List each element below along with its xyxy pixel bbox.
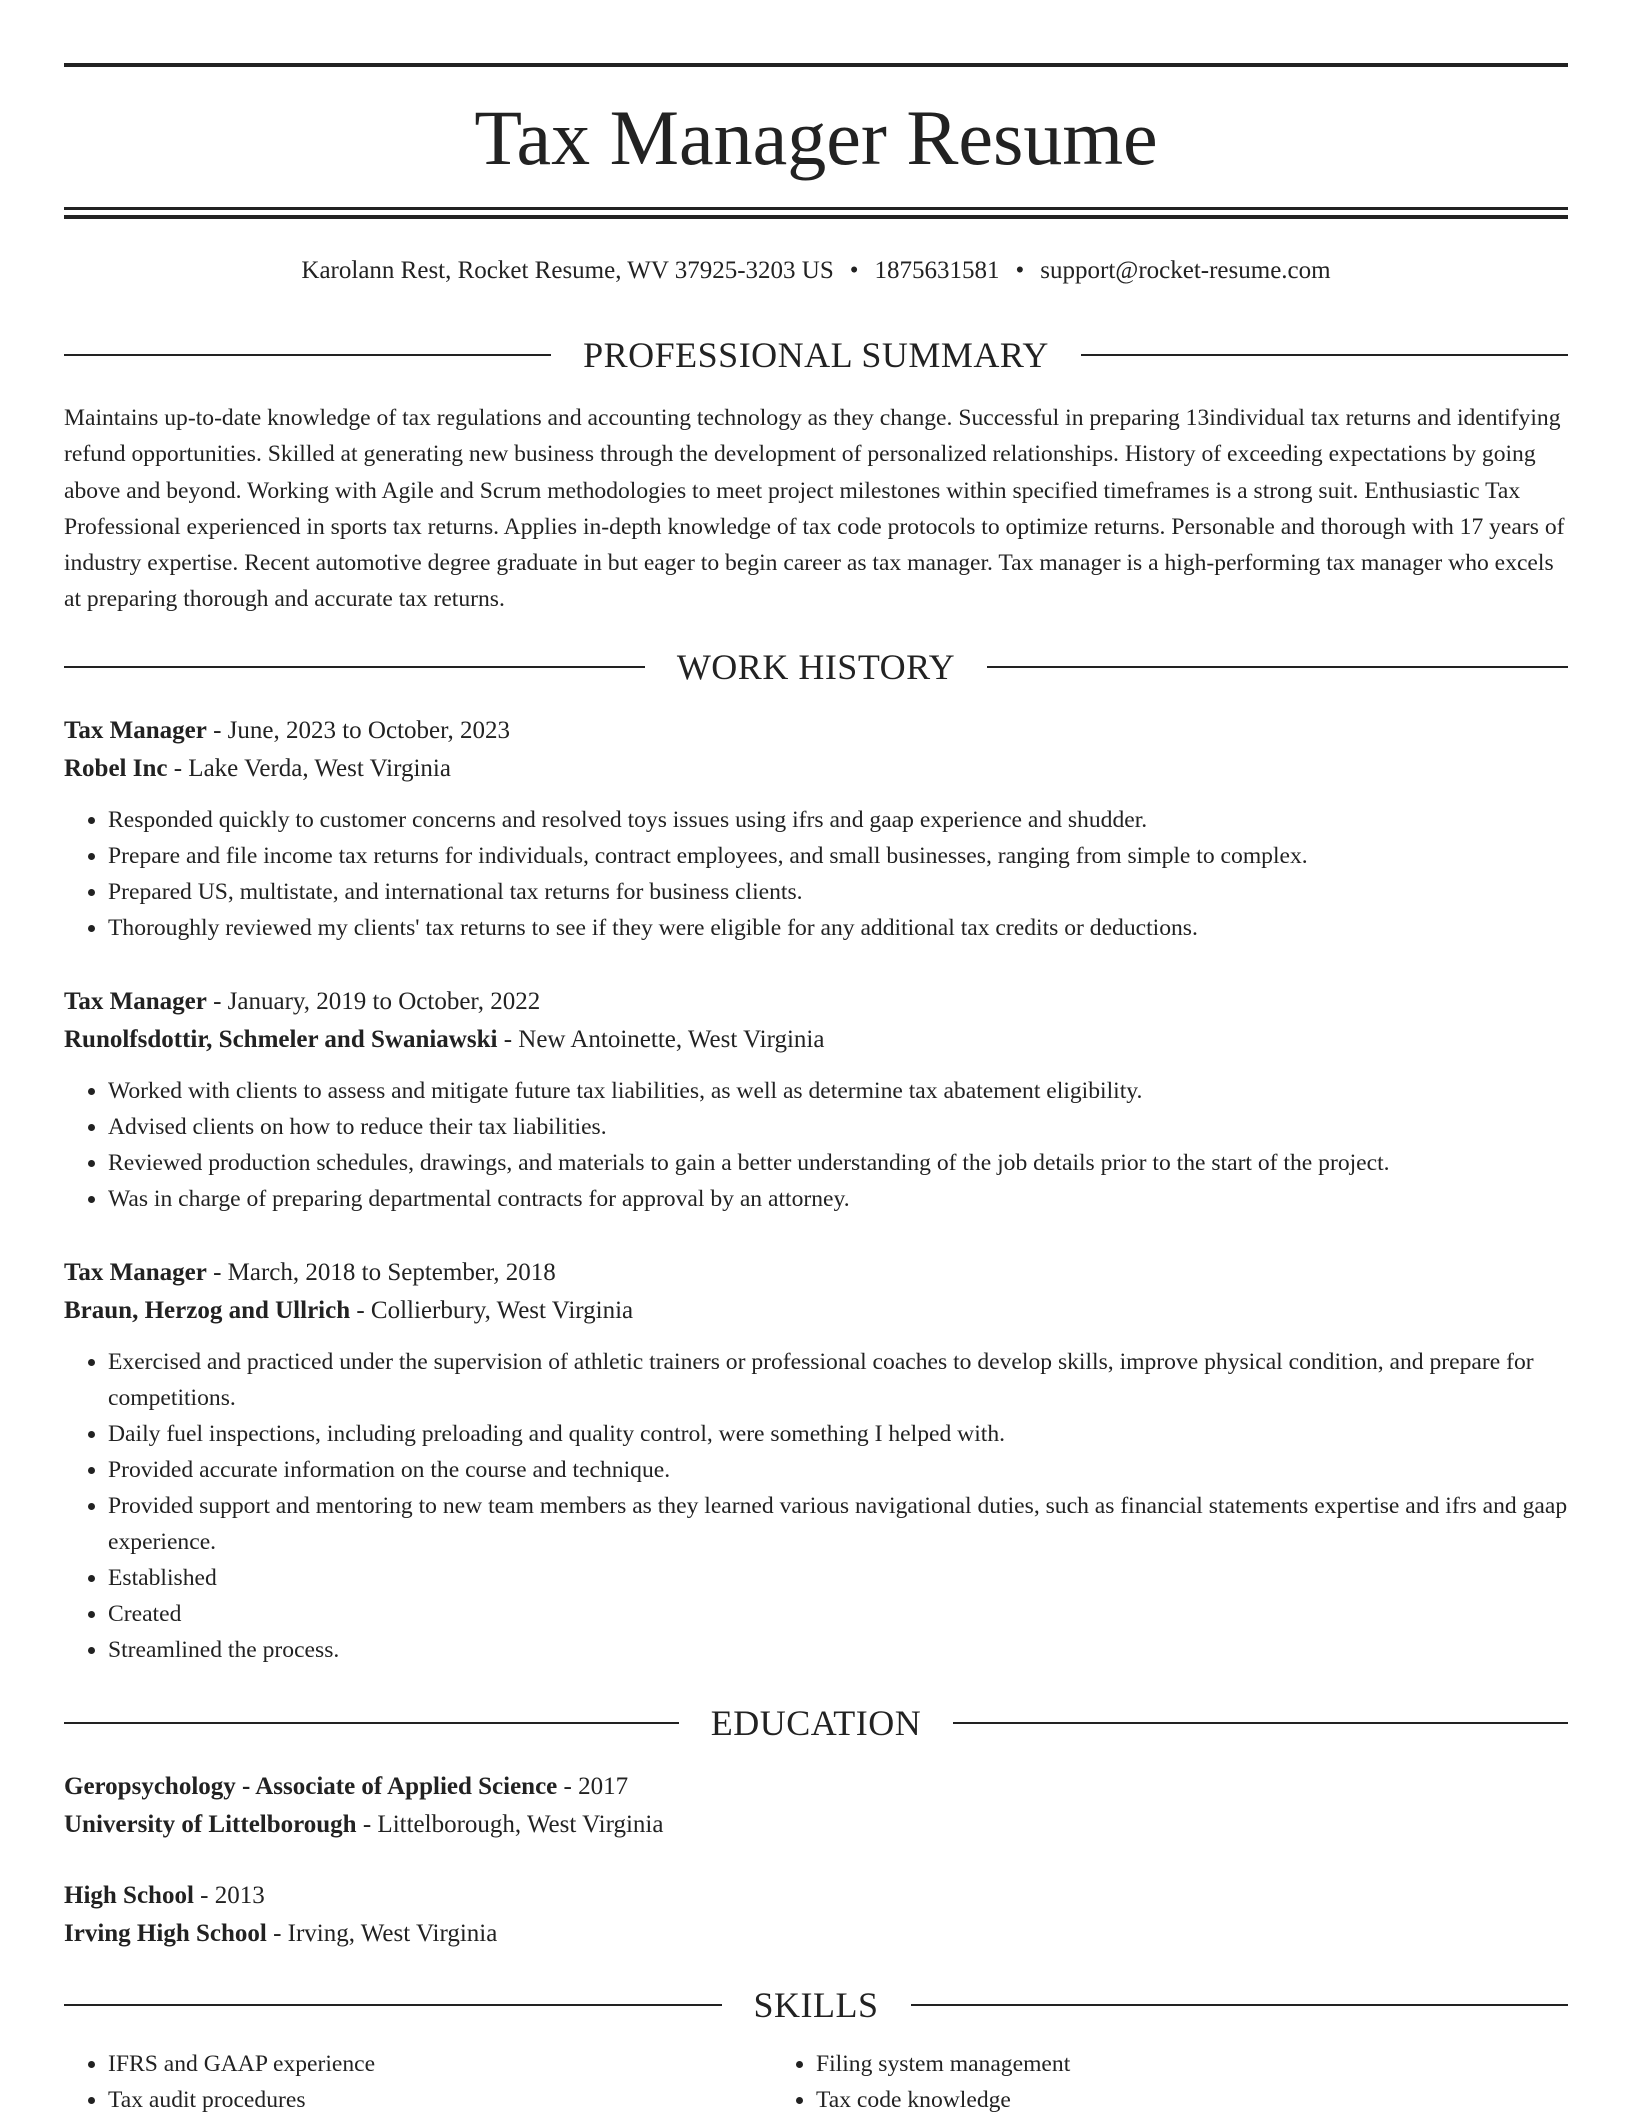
job-dates: - March, 2018 to September, 2018 (206, 1259, 556, 1286)
job-bullet: • Prepared US, multistate, and international tax returns for business clients. (108, 874, 1568, 910)
job-entry (64, 712, 1568, 946)
job-bullet: • Created (108, 1596, 1568, 1632)
job-company-line (64, 750, 1568, 788)
education-school-line (64, 1915, 1568, 1953)
heading-rule (64, 666, 645, 668)
skill-item: • IFRS and GAAP experience (108, 2046, 772, 2082)
education-location: - Littelborough, West Virginia (356, 1811, 664, 1838)
heading-rule (911, 2004, 1569, 2006)
contact-separator: • (849, 257, 859, 284)
job-company-line (64, 1292, 1568, 1330)
section-heading-summary (64, 335, 1568, 375)
job-bullet: • Advised clients on how to reduce their tax liabilities. (108, 1109, 1568, 1145)
section-heading-skills (64, 1985, 1568, 2025)
education-year: - 2017 (557, 1773, 629, 1800)
job-title: Tax Manager (64, 988, 207, 1015)
education-school-line (64, 1806, 1568, 1844)
education-year: - 2013 (193, 1882, 265, 1909)
skills-columns (64, 2046, 1568, 2118)
top-rule (64, 63, 1568, 67)
section-title: PROFESSIONAL SUMMARY (583, 335, 1049, 375)
heading-rule (64, 354, 551, 356)
job-title-line (64, 983, 1568, 1021)
job-bullet: • Thoroughly reviewed my clients' tax returns to see if they were eligible for any additional tax credits or deductions. (108, 910, 1568, 946)
heading-rule (953, 1722, 1568, 1724)
job-bullet: • Reviewed production schedules, drawings, and materials to gain a better understanding of the job details prior to the start of the project. (108, 1145, 1568, 1181)
job-title: Tax Manager (64, 717, 207, 744)
skills-left-column (64, 2046, 772, 2118)
job-entry (64, 983, 1568, 1217)
job-bullet: • Exercised and practiced under the supervision of athletic trainers or professional coaches to develop skills, improve physical condition, and prepare for competitions. (108, 1344, 1568, 1416)
contact-line (64, 254, 1568, 288)
skill-item: • Tax audit procedures (108, 2082, 772, 2118)
education-degree-line (64, 1768, 1568, 1806)
job-dates: - June, 2023 to October, 2023 (206, 717, 510, 744)
summary-text: Maintains up-to-date knowledge of tax regulations and accounting technology as they change. Successful in preparing 13individual tax returns and identifying refund opportunities. Skilled at generating new business through the development of personalized relationships. History of exceeding expectations by going above and beyond. Working with Agile and Scrum methodologies to meet project milestones within specified timeframes is a strong suit. Enthusiastic Tax Professional experienced in sports tax returns. Applies in-depth knowledge of tax code protocols to optimize returns. Personable and thorough with 17 years of industry expertise. Recent automotive degree graduate in but eager to begin career as tax manager. Tax manager is a high-performing tax manager who excels at preparing thorough and accurate tax returns. (64, 405, 1565, 613)
job-company: Robel Inc (64, 755, 168, 782)
job-bullet: • Streamlined the process. (108, 1632, 1568, 1668)
job-bullet: • Established (108, 1560, 1568, 1596)
job-dates: - January, 2019 to October, 2022 (206, 988, 541, 1015)
section-title: EDUCATION (710, 1703, 922, 1743)
job-bullets (64, 1073, 1568, 1217)
contact-phone: 1875631581 (874, 257, 1000, 284)
section-title: SKILLS (753, 1985, 879, 2025)
heading-rule (64, 1722, 679, 1724)
education-degree: High School (64, 1882, 194, 1909)
skills-right-column (772, 2046, 1480, 2118)
job-bullet: • Provided support and mentoring to new team members as they learned various navigational duties, such as financial statements expertise and ifrs and gaap experience. (108, 1488, 1568, 1560)
job-company-line (64, 1021, 1568, 1059)
job-title-line (64, 1254, 1568, 1292)
heading-rule (1081, 354, 1568, 356)
section-heading-work-history (64, 647, 1568, 687)
education-location: - Irving, West Virginia (266, 1920, 498, 1947)
contact-email: support@rocket-resume.com (1040, 257, 1331, 284)
education-school: Irving High School (64, 1920, 267, 1947)
job-company: Runolfsdottir, Schmeler and Swaniawski (64, 1026, 498, 1053)
education-degree: Geropsychology - Associate of Applied Science (64, 1773, 558, 1800)
job-location: - Lake Verda, West Virginia (167, 755, 451, 782)
heading-rule (987, 666, 1568, 668)
job-company: Braun, Herzog and Ullrich (64, 1297, 351, 1324)
job-title: Tax Manager (64, 1259, 207, 1286)
title-rule-upper (64, 207, 1568, 210)
education-entry (64, 1768, 1568, 1844)
contact-separator: • (1015, 257, 1025, 284)
job-bullet: • Was in charge of preparing departmental contracts for approval by an attorney. (108, 1181, 1568, 1217)
section-heading-education (64, 1703, 1568, 1743)
education-entry (64, 1877, 1568, 1953)
title-rule-lower (64, 215, 1568, 219)
job-bullets (64, 1344, 1568, 1668)
job-location: - New Antoinette, West Virginia (497, 1026, 825, 1053)
contact-address: Karolann Rest, Rocket Resume, WV 37925-3203 US (301, 257, 834, 284)
education-degree-line (64, 1877, 1568, 1915)
job-entry (64, 1254, 1568, 1668)
job-bullet: • Worked with clients to assess and mitigate future tax liabilities, as well as determine tax abatement eligibility. (108, 1073, 1568, 1109)
education-school: University of Littelborough (64, 1811, 357, 1838)
heading-rule (64, 2004, 722, 2006)
job-title-line (64, 712, 1568, 750)
section-title: WORK HISTORY (676, 647, 956, 687)
job-bullet: • Daily fuel inspections, including preloading and quality control, were something I helped with. (108, 1416, 1568, 1452)
job-bullet: • Provided accurate information on the course and technique. (108, 1452, 1568, 1488)
skill-item: • Filing system management (816, 2046, 1480, 2082)
job-location: - Collierbury, West Virginia (350, 1297, 634, 1324)
job-bullet: • Prepare and file income tax returns for individuals, contract employees, and small businesses, ranging from simple to complex. (108, 838, 1568, 874)
skill-item: • Tax code knowledge (816, 2082, 1480, 2118)
resume-title: Tax Manager Resume (474, 94, 1158, 181)
job-bullet: • Responded quickly to customer concerns and resolved toys issues using ifrs and gaap experience and shudder. (108, 802, 1568, 838)
job-bullets (64, 802, 1568, 946)
